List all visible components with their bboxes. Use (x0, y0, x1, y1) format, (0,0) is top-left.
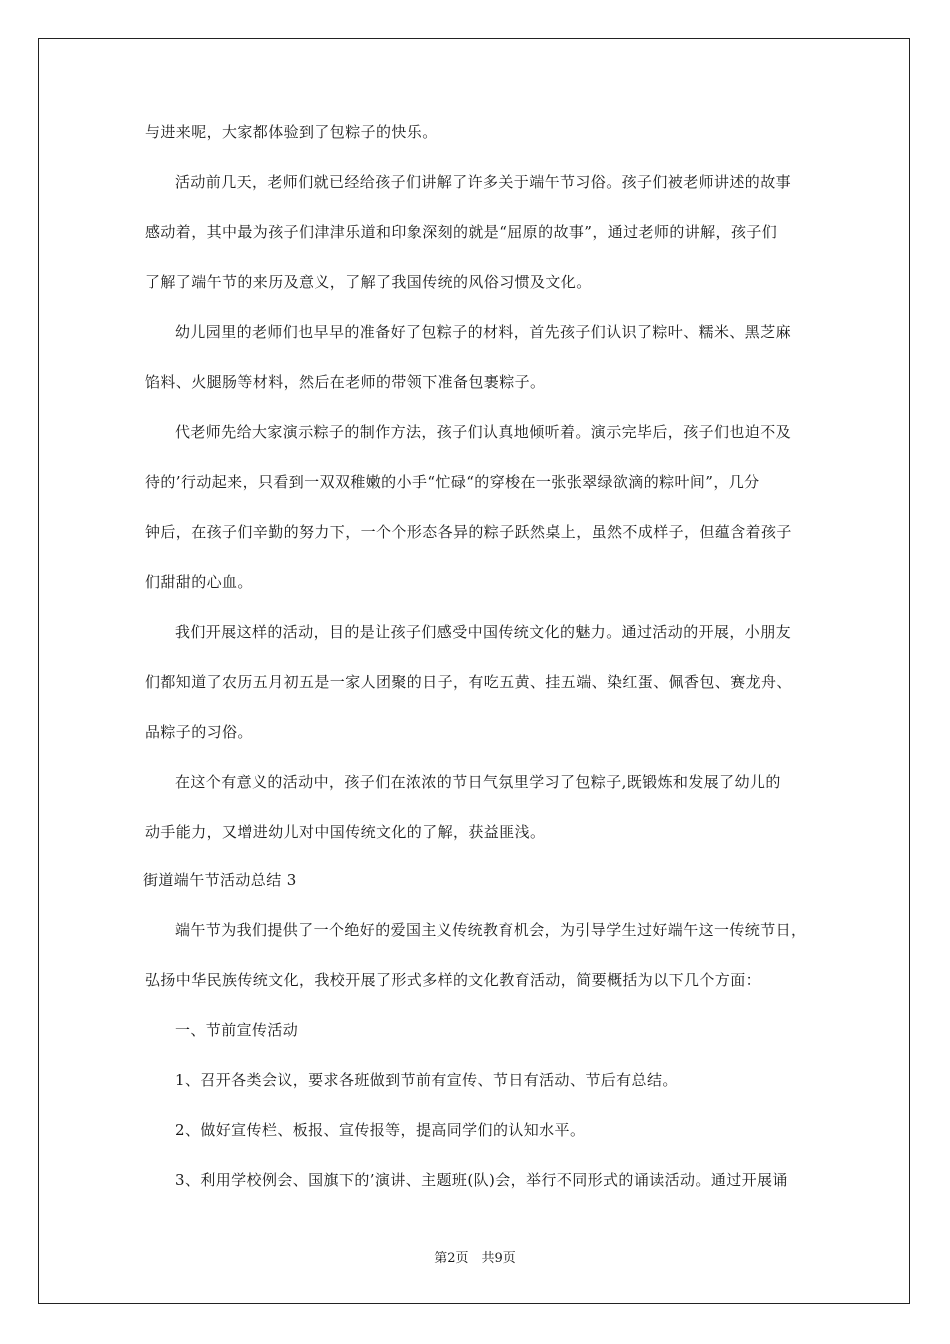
text-line: 们甜甜的心血。 (145, 573, 253, 591)
text-line: 我们开展这样的活动，目的是让孩子们感受中国传统文化的魅力。通过活动的开展，小朋友 (175, 623, 792, 641)
text-line: 3、利用学校例会、国旗下的’演讲、主题班(队)会，举行不同形式的诵读活动。通过开展诵 (175, 1171, 788, 1189)
text-line: 弘扬中华民族传统文化，我校开展了形式多样的文化教育活动，简要概括为以下几个方面： (145, 971, 762, 989)
text-line: 待的’行动起来，只看到一双双稚嫩的小手“忙碌“的穿梭在一张张翠绿欲滴的粽叶间”，几分 (145, 473, 760, 491)
text-line: 端午节为我们提供了一个绝好的爱国主义传统教育机会，为引导学生过好端午这一传统节日， (175, 921, 807, 939)
text-line: 代老师先给大家演示粽子的制作方法，孩子们认真地倾听着。演示完毕后，孩子们也迫不及 (175, 423, 792, 441)
text-line: 们都知道了农历五月初五是一家人团聚的日子，有吃五黄、挂五端、染红蛋、佩香包、赛龙舟、 (145, 673, 792, 691)
section-heading: 街道端午节活动总结 3 (143, 871, 297, 889)
text-line: 动手能力，又增进幼儿对中国传统文化的了解，获益匪浅。 (145, 823, 546, 841)
text-line: 在这个有意义的活动中，孩子们在浓浓的节日气氛里学习了包粽子,既锻炼和发展了幼儿的 (175, 773, 781, 791)
text-line: 幼儿园里的老师们也早早的准备好了包粽子的材料，首先孩子们认识了粽叶、糯米、黑芝麻 (175, 323, 792, 341)
text-line: 钟后，在孩子们辛勤的努力下，一个个形态各异的粽子跃然桌上，虽然不成样子，但蕴含着孩子 (145, 523, 792, 541)
text-line: 馅料、火腿肠等材料，然后在老师的带领下准备包裹粽子。 (145, 373, 546, 391)
text-line: 一、节前宣传活动 (175, 1021, 299, 1039)
text-line: 品粽子的习俗。 (145, 723, 253, 741)
text-line: 活动前几天，老师们就已经给孩子们讲解了许多关于端午节习俗。孩子们被老师讲述的故事 (175, 173, 792, 191)
text-line: 2、做好宣传栏、板报、宣传报等，提高同学们的认知水平。 (175, 1121, 586, 1139)
text-line: 1、召开各类会议，要求各班做到节前有宣传、节日有活动、节后有总结。 (175, 1071, 678, 1089)
text-line: 感动着，其中最为孩子们津津乐道和印象深刻的就是“屈原的故事”，通过老师的讲解，孩子们 (145, 223, 778, 241)
page-number: 第2页 共9页 (434, 1251, 516, 1266)
text-line: 与进来呢，大家都体验到了包粽子的快乐。 (145, 123, 438, 141)
text-line: 了解了端午节的来历及意义，了解了我国传统的风俗习惯及文化。 (145, 273, 592, 291)
